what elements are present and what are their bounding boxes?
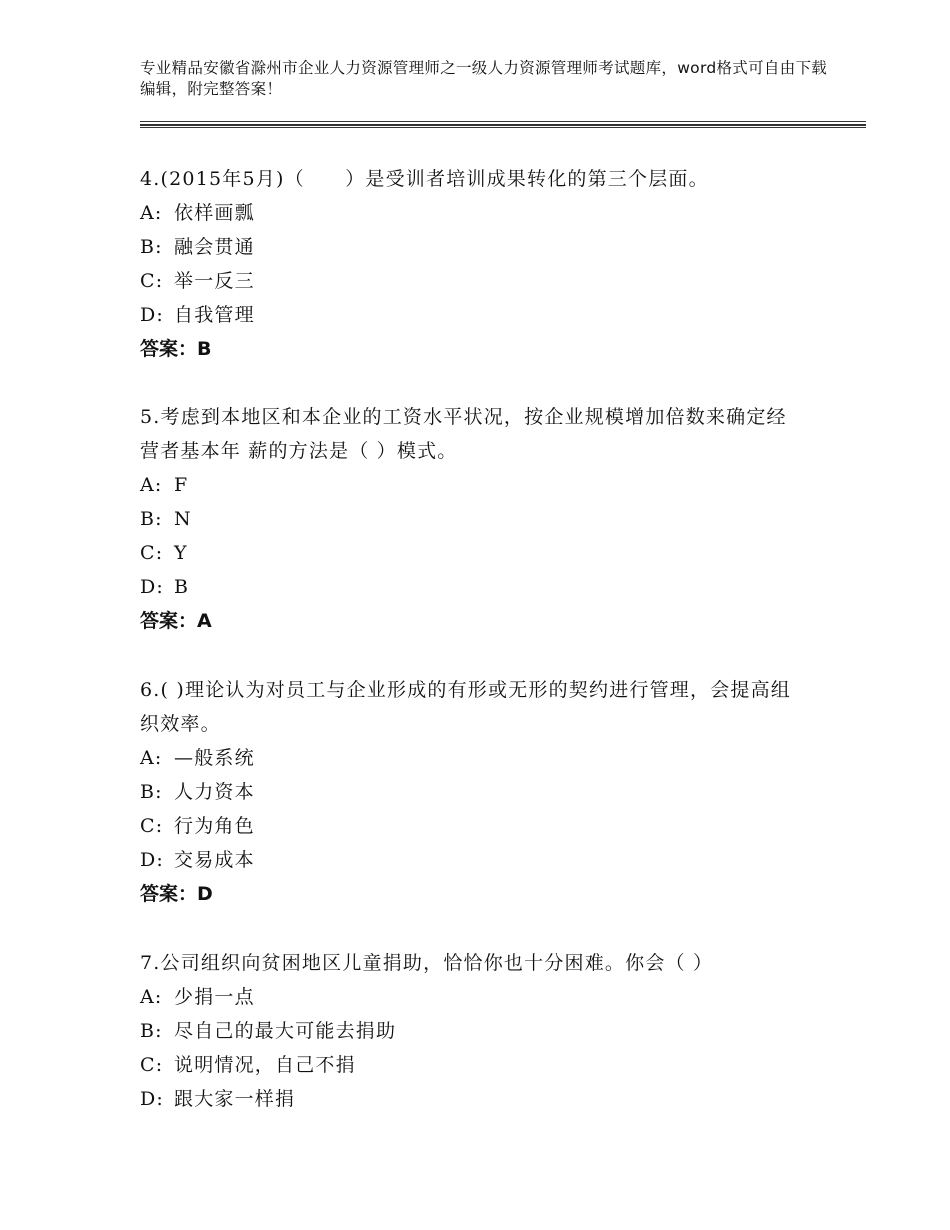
option-label: 自我管理 [174,304,255,326]
option-d [140,570,800,604]
document-header: 专业精品安徽省滁州市企业人力资源管理师之一级人力资源管理师考试题库，word格式可自由下载编辑，附完整答案！ [140,59,828,98]
option-a [140,980,820,1014]
option-label: N [174,508,192,530]
option-label: 依样画瓢 [174,202,255,224]
option-key: D: [140,1088,165,1110]
option-b [140,230,820,264]
option-label: —般系统 [174,747,255,769]
option-key: B: [140,1020,163,1042]
question-4 [140,162,820,366]
option-c [140,1048,820,1082]
option-d [140,843,810,877]
answer-text: 答案：D [140,883,213,905]
option-key: D: [140,849,165,871]
header-rule [140,124,866,126]
question-text: 5.考虑到本地区和本企业的工资水平状况，按企业规模增加倍数来确定经营者基本年 薪的方法是（ ）模式。 [140,406,787,462]
option-d [140,1082,820,1116]
option-label: 行为角色 [174,815,255,837]
option-key: C: [140,542,164,564]
option-label: 说明情况，自己不捐 [174,1054,356,1076]
option-key: D: [140,304,165,326]
option-label: 交易成本 [174,849,255,871]
option-b [140,775,810,809]
option-key: A: [140,202,163,224]
option-a [140,196,820,230]
option-b [140,502,800,536]
option-key: C: [140,270,164,292]
option-c [140,809,810,843]
option-c [140,264,820,298]
option-key: A: [140,986,163,1008]
question-text: 7.公司组织向贫困地区儿童捐助，恰恰你也十分困难。你会（ ） [140,952,714,974]
option-label: 举一反三 [174,270,255,292]
option-d [140,298,820,332]
option-a [140,468,800,502]
header-rule [140,121,866,122]
question-5 [140,400,800,638]
option-label: 融会贯通 [174,236,255,258]
option-key: A: [140,474,163,496]
option-c [140,536,800,570]
option-label: B [174,576,190,598]
option-label: 尽自己的最大可能去捐助 [174,1020,397,1042]
option-key: C: [140,1054,164,1076]
header-rule [140,127,866,128]
answer-text: 答案：A [140,610,212,632]
option-b [140,1014,820,1048]
option-key: D: [140,576,165,598]
option-key: B: [140,508,163,530]
question-6 [140,673,810,911]
option-a [140,741,810,775]
option-key: C: [140,815,164,837]
option-label: 跟大家一样捐 [174,1088,296,1110]
option-key: B: [140,781,163,803]
option-label: F [174,474,189,496]
option-label: Y [174,542,188,564]
option-label: 人力资本 [174,781,255,803]
option-key: B: [140,236,163,258]
answer-text: 答案：B [140,338,212,360]
question-7 [140,946,820,1116]
option-label: 少捐一点 [174,986,255,1008]
question-text: 6.( )理论认为对员工与企业形成的有形或无形的契约进行管理，会提高组织效率。 [140,679,791,735]
option-key: A: [140,747,163,769]
question-text: 4.(2015年5月)（ ）是受训者培训成果转化的第三个层面。 [140,168,709,190]
